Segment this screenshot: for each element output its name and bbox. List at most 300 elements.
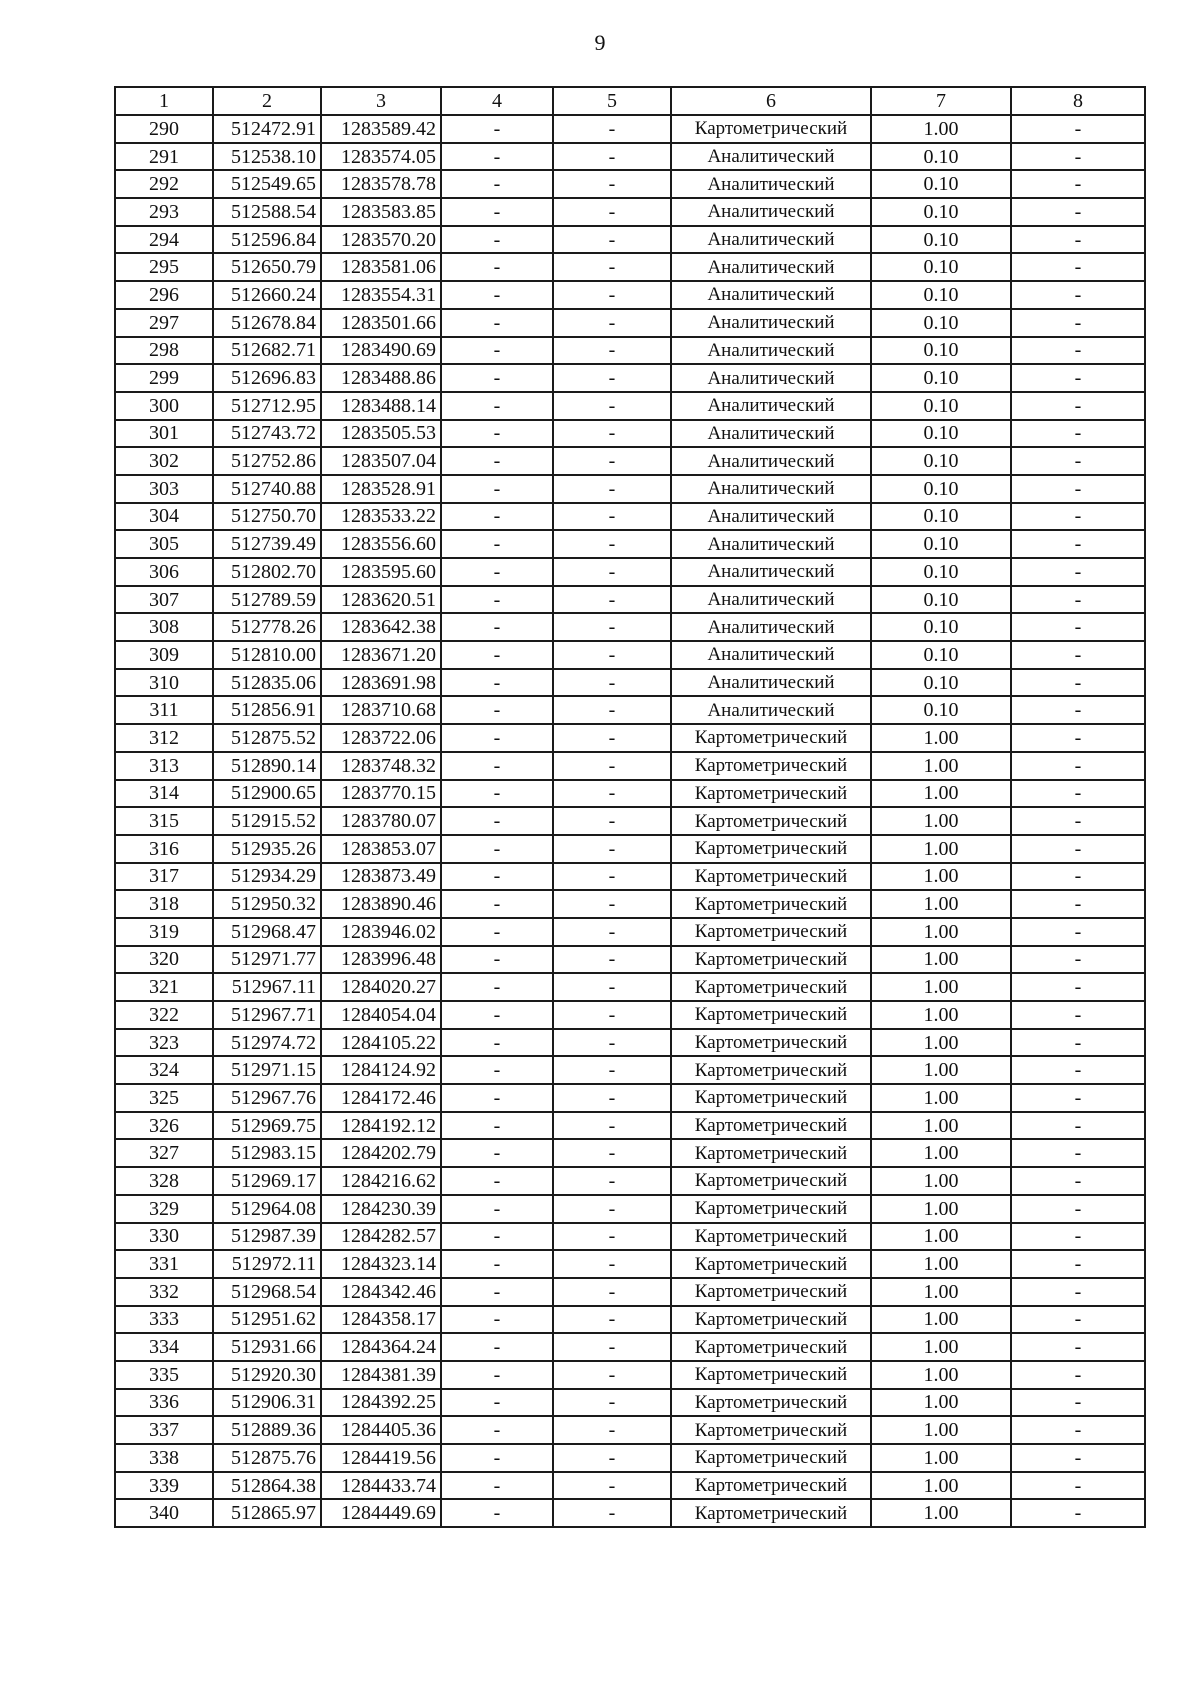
cell-col-8: - — [1011, 613, 1145, 641]
cell-col-4: - — [441, 170, 553, 198]
table-row — [115, 1167, 1145, 1195]
cell-point-number: 318 — [115, 890, 213, 918]
cell-method: Картометрический — [671, 890, 871, 918]
cell-col-8: - — [1011, 281, 1145, 309]
cell-coord-x: 512890.14 — [213, 752, 321, 780]
cell-point-number: 335 — [115, 1361, 213, 1389]
cell-col-4: - — [441, 1084, 553, 1112]
cell-col-8: - — [1011, 170, 1145, 198]
cell-method: Аналитический — [671, 253, 871, 281]
cell-coord-x: 512968.47 — [213, 918, 321, 946]
cell-coord-y: 1284202.79 — [321, 1139, 441, 1167]
cell-coord-x: 512900.65 — [213, 780, 321, 808]
cell-col-4: - — [441, 115, 553, 143]
cell-col-8: - — [1011, 309, 1145, 337]
cell-point-number: 330 — [115, 1223, 213, 1251]
cell-precision: 0.10 — [871, 696, 1011, 724]
cell-method: Картометрический — [671, 724, 871, 752]
cell-point-number: 303 — [115, 475, 213, 503]
cell-method: Аналитический — [671, 475, 871, 503]
cell-method: Картометрический — [671, 1499, 871, 1527]
cell-method: Картометрический — [671, 1056, 871, 1084]
cell-precision: 1.00 — [871, 835, 1011, 863]
cell-coord-x: 512889.36 — [213, 1416, 321, 1444]
table-row — [115, 170, 1145, 198]
cell-precision: 1.00 — [871, 1499, 1011, 1527]
column-header-2: 2 — [213, 87, 321, 115]
cell-precision: 0.10 — [871, 281, 1011, 309]
cell-col-8: - — [1011, 1167, 1145, 1195]
cell-precision: 1.00 — [871, 1333, 1011, 1361]
cell-col-4: - — [441, 1250, 553, 1278]
cell-coord-y: 1284105.22 — [321, 1029, 441, 1057]
cell-col-5: - — [553, 1056, 671, 1084]
cell-method: Аналитический — [671, 447, 871, 475]
cell-coord-x: 512712.95 — [213, 392, 321, 420]
cell-precision: 0.10 — [871, 198, 1011, 226]
cell-method: Аналитический — [671, 420, 871, 448]
table-row — [115, 1306, 1145, 1334]
cell-method: Аналитический — [671, 586, 871, 614]
table-row — [115, 1139, 1145, 1167]
cell-method: Аналитический — [671, 696, 871, 724]
cell-col-8: - — [1011, 1001, 1145, 1029]
cell-col-4: - — [441, 807, 553, 835]
cell-col-5: - — [553, 1084, 671, 1112]
table-row — [115, 558, 1145, 586]
cell-col-8: - — [1011, 1195, 1145, 1223]
cell-col-5: - — [553, 835, 671, 863]
cell-col-5: - — [553, 669, 671, 697]
table-row — [115, 807, 1145, 835]
cell-col-4: - — [441, 752, 553, 780]
cell-col-8: - — [1011, 392, 1145, 420]
cell-coord-y: 1283581.06 — [321, 253, 441, 281]
cell-precision: 0.10 — [871, 503, 1011, 531]
cell-coord-x: 512971.77 — [213, 946, 321, 974]
cell-precision: 1.00 — [871, 1223, 1011, 1251]
cell-col-4: - — [441, 1333, 553, 1361]
cell-method: Аналитический — [671, 669, 871, 697]
cell-coord-y: 1283748.32 — [321, 752, 441, 780]
cell-point-number: 320 — [115, 946, 213, 974]
cell-col-5: - — [553, 946, 671, 974]
cell-col-5: - — [553, 1333, 671, 1361]
cell-method: Картометрический — [671, 115, 871, 143]
cell-method: Картометрический — [671, 752, 871, 780]
cell-col-8: - — [1011, 1416, 1145, 1444]
cell-precision: 0.10 — [871, 309, 1011, 337]
cell-coord-x: 512682.71 — [213, 337, 321, 365]
cell-coord-y: 1283488.14 — [321, 392, 441, 420]
cell-coord-y: 1283574.05 — [321, 143, 441, 171]
cell-coord-y: 1283554.31 — [321, 281, 441, 309]
cell-coord-x: 512967.71 — [213, 1001, 321, 1029]
cell-method: Аналитический — [671, 226, 871, 254]
cell-col-4: - — [441, 918, 553, 946]
cell-point-number: 300 — [115, 392, 213, 420]
cell-col-8: - — [1011, 973, 1145, 1001]
cell-coord-y: 1283595.60 — [321, 558, 441, 586]
cell-precision: 1.00 — [871, 1139, 1011, 1167]
cell-col-5: - — [553, 447, 671, 475]
page-number: 9 — [594, 30, 606, 55]
cell-coord-x: 512835.06 — [213, 669, 321, 697]
cell-col-5: - — [553, 198, 671, 226]
cell-col-8: - — [1011, 807, 1145, 835]
cell-col-8: - — [1011, 1306, 1145, 1334]
cell-col-4: - — [441, 780, 553, 808]
cell-precision: 1.00 — [871, 1029, 1011, 1057]
table-row — [115, 1195, 1145, 1223]
cell-coord-x: 512740.88 — [213, 475, 321, 503]
cell-coord-y: 1284392.25 — [321, 1389, 441, 1417]
cell-point-number: 319 — [115, 918, 213, 946]
cell-coord-x: 512983.15 — [213, 1139, 321, 1167]
table-row — [115, 198, 1145, 226]
cell-col-8: - — [1011, 226, 1145, 254]
table-row — [115, 1223, 1145, 1251]
cell-coord-x: 512969.75 — [213, 1112, 321, 1140]
cell-coord-x: 512778.26 — [213, 613, 321, 641]
cell-col-4: - — [441, 337, 553, 365]
cell-col-8: - — [1011, 1333, 1145, 1361]
cell-method: Картометрический — [671, 1084, 871, 1112]
cell-coord-y: 1283691.98 — [321, 669, 441, 697]
cell-point-number: 338 — [115, 1444, 213, 1472]
cell-coord-x: 512915.52 — [213, 807, 321, 835]
coordinates-table — [114, 86, 1146, 1528]
cell-col-5: - — [553, 281, 671, 309]
cell-method: Картометрический — [671, 1029, 871, 1057]
table-row — [115, 447, 1145, 475]
cell-col-8: - — [1011, 641, 1145, 669]
cell-method: Картометрический — [671, 1389, 871, 1417]
cell-precision: 0.10 — [871, 143, 1011, 171]
cell-point-number: 313 — [115, 752, 213, 780]
cell-precision: 0.10 — [871, 364, 1011, 392]
cell-coord-y: 1283620.51 — [321, 586, 441, 614]
cell-coord-y: 1283488.86 — [321, 364, 441, 392]
column-header-8: 8 — [1011, 87, 1145, 115]
cell-point-number: 292 — [115, 170, 213, 198]
table-row — [115, 364, 1145, 392]
cell-col-5: - — [553, 780, 671, 808]
cell-col-8: - — [1011, 780, 1145, 808]
cell-col-4: - — [441, 835, 553, 863]
cell-method: Картометрический — [671, 1167, 871, 1195]
cell-col-4: - — [441, 1056, 553, 1084]
table-row — [115, 696, 1145, 724]
cell-coord-x: 512875.52 — [213, 724, 321, 752]
cell-col-4: - — [441, 1195, 553, 1223]
cell-col-8: - — [1011, 1029, 1145, 1057]
cell-method: Картометрический — [671, 1223, 871, 1251]
cell-col-5: - — [553, 170, 671, 198]
table-row — [115, 392, 1145, 420]
cell-col-5: - — [553, 558, 671, 586]
cell-point-number: 304 — [115, 503, 213, 531]
cell-point-number: 298 — [115, 337, 213, 365]
cell-point-number: 312 — [115, 724, 213, 752]
cell-method: Аналитический — [671, 309, 871, 337]
cell-method: Аналитический — [671, 613, 871, 641]
cell-precision: 1.00 — [871, 1001, 1011, 1029]
cell-coord-x: 512974.72 — [213, 1029, 321, 1057]
cell-col-8: - — [1011, 420, 1145, 448]
cell-coord-y: 1283996.48 — [321, 946, 441, 974]
cell-col-5: - — [553, 586, 671, 614]
cell-coord-y: 1284405.36 — [321, 1416, 441, 1444]
cell-col-8: - — [1011, 1084, 1145, 1112]
cell-method: Аналитический — [671, 364, 871, 392]
cell-precision: 1.00 — [871, 1389, 1011, 1417]
table-row — [115, 143, 1145, 171]
table-row — [115, 586, 1145, 614]
cell-method: Картометрический — [671, 1139, 871, 1167]
cell-col-5: - — [553, 1499, 671, 1527]
cell-point-number: 325 — [115, 1084, 213, 1112]
cell-method: Аналитический — [671, 558, 871, 586]
cell-method: Картометрический — [671, 863, 871, 891]
cell-precision: 0.10 — [871, 475, 1011, 503]
cell-coord-y: 1283507.04 — [321, 447, 441, 475]
cell-col-4: - — [441, 1112, 553, 1140]
cell-coord-y: 1284419.56 — [321, 1444, 441, 1472]
cell-coord-x: 512739.49 — [213, 530, 321, 558]
table-row — [115, 475, 1145, 503]
cell-coord-x: 512968.54 — [213, 1278, 321, 1306]
cell-col-8: - — [1011, 253, 1145, 281]
cell-coord-y: 1284358.17 — [321, 1306, 441, 1334]
cell-col-4: - — [441, 1389, 553, 1417]
cell-coord-y: 1283671.20 — [321, 641, 441, 669]
cell-coord-y: 1283642.38 — [321, 613, 441, 641]
cell-col-4: - — [441, 946, 553, 974]
cell-coord-x: 512856.91 — [213, 696, 321, 724]
cell-method: Картометрический — [671, 1444, 871, 1472]
cell-col-5: - — [553, 309, 671, 337]
cell-col-4: - — [441, 1029, 553, 1057]
cell-col-8: - — [1011, 1250, 1145, 1278]
table-row — [115, 1250, 1145, 1278]
cell-precision: 0.10 — [871, 226, 1011, 254]
cell-method: Аналитический — [671, 143, 871, 171]
cell-point-number: 299 — [115, 364, 213, 392]
cell-col-8: - — [1011, 1389, 1145, 1417]
cell-method: Аналитический — [671, 281, 871, 309]
cell-point-number: 294 — [115, 226, 213, 254]
table-row — [115, 503, 1145, 531]
cell-precision: 1.00 — [871, 115, 1011, 143]
cell-method: Картометрический — [671, 807, 871, 835]
cell-col-4: - — [441, 475, 553, 503]
cell-col-4: - — [441, 641, 553, 669]
cell-col-5: - — [553, 918, 671, 946]
cell-col-5: - — [553, 1029, 671, 1057]
cell-col-5: - — [553, 1278, 671, 1306]
cell-coord-x: 512660.24 — [213, 281, 321, 309]
cell-coord-y: 1283890.46 — [321, 890, 441, 918]
cell-coord-y: 1283533.22 — [321, 503, 441, 531]
cell-precision: 1.00 — [871, 973, 1011, 1001]
cell-col-4: - — [441, 669, 553, 697]
cell-col-4: - — [441, 1278, 553, 1306]
cell-col-8: - — [1011, 115, 1145, 143]
table-row — [115, 1333, 1145, 1361]
cell-col-4: - — [441, 1139, 553, 1167]
cell-col-5: - — [553, 392, 671, 420]
cell-col-5: - — [553, 1167, 671, 1195]
cell-col-4: - — [441, 1416, 553, 1444]
cell-precision: 1.00 — [871, 890, 1011, 918]
cell-coord-y: 1283710.68 — [321, 696, 441, 724]
column-header-7: 7 — [871, 87, 1011, 115]
cell-point-number: 323 — [115, 1029, 213, 1057]
cell-coord-y: 1283570.20 — [321, 226, 441, 254]
cell-col-5: - — [553, 1361, 671, 1389]
cell-col-5: - — [553, 1001, 671, 1029]
cell-col-5: - — [553, 613, 671, 641]
cell-coord-y: 1284020.27 — [321, 973, 441, 1001]
cell-coord-y: 1283853.07 — [321, 835, 441, 863]
cell-col-4: - — [441, 253, 553, 281]
cell-method: Аналитический — [671, 337, 871, 365]
cell-col-5: - — [553, 1306, 671, 1334]
cell-point-number: 315 — [115, 807, 213, 835]
cell-coord-x: 512802.70 — [213, 558, 321, 586]
cell-col-4: - — [441, 613, 553, 641]
cell-point-number: 329 — [115, 1195, 213, 1223]
cell-method: Картометрический — [671, 835, 871, 863]
table-row — [115, 752, 1145, 780]
cell-col-4: - — [441, 1306, 553, 1334]
cell-coord-y: 1283770.15 — [321, 780, 441, 808]
cell-method: Аналитический — [671, 530, 871, 558]
cell-col-4: - — [441, 447, 553, 475]
cell-coord-y: 1283578.78 — [321, 170, 441, 198]
cell-point-number: 293 — [115, 198, 213, 226]
cell-col-4: - — [441, 1444, 553, 1472]
cell-col-8: - — [1011, 198, 1145, 226]
cell-col-8: - — [1011, 1056, 1145, 1084]
cell-coord-x: 512789.59 — [213, 586, 321, 614]
cell-col-5: - — [553, 337, 671, 365]
cell-col-8: - — [1011, 1139, 1145, 1167]
cell-precision: 1.00 — [871, 1416, 1011, 1444]
table-row — [115, 1056, 1145, 1084]
cell-col-8: - — [1011, 586, 1145, 614]
cell-col-4: - — [441, 863, 553, 891]
cell-coord-y: 1283722.06 — [321, 724, 441, 752]
table-row — [115, 1001, 1145, 1029]
cell-col-8: - — [1011, 1444, 1145, 1472]
cell-point-number: 306 — [115, 558, 213, 586]
cell-col-8: - — [1011, 447, 1145, 475]
table-row — [115, 226, 1145, 254]
cell-col-4: - — [441, 530, 553, 558]
cell-point-number: 321 — [115, 973, 213, 1001]
cell-method: Картометрический — [671, 1472, 871, 1500]
cell-col-5: - — [553, 890, 671, 918]
cell-coord-x: 512920.30 — [213, 1361, 321, 1389]
column-header-4: 4 — [441, 87, 553, 115]
table-row — [115, 1112, 1145, 1140]
cell-precision: 0.10 — [871, 447, 1011, 475]
cell-col-8: - — [1011, 1361, 1145, 1389]
cell-col-8: - — [1011, 669, 1145, 697]
cell-col-5: - — [553, 1472, 671, 1500]
table-row — [115, 918, 1145, 946]
cell-coord-x: 512810.00 — [213, 641, 321, 669]
table-row — [115, 1029, 1145, 1057]
cell-precision: 1.00 — [871, 1250, 1011, 1278]
cell-col-8: - — [1011, 918, 1145, 946]
cell-precision: 1.00 — [871, 1167, 1011, 1195]
cell-coord-x: 512931.66 — [213, 1333, 321, 1361]
cell-coord-x: 512934.29 — [213, 863, 321, 891]
table-header-row — [115, 87, 1145, 115]
cell-col-4: - — [441, 198, 553, 226]
cell-col-5: - — [553, 752, 671, 780]
cell-coord-x: 512864.38 — [213, 1472, 321, 1500]
cell-point-number: 316 — [115, 835, 213, 863]
cell-col-4: - — [441, 143, 553, 171]
cell-col-5: - — [553, 503, 671, 531]
cell-method: Картометрический — [671, 780, 871, 808]
cell-precision: 1.00 — [871, 1306, 1011, 1334]
cell-coord-x: 512678.84 — [213, 309, 321, 337]
cell-precision: 0.10 — [871, 586, 1011, 614]
cell-col-5: - — [553, 226, 671, 254]
cell-coord-x: 512743.72 — [213, 420, 321, 448]
column-header-3: 3 — [321, 87, 441, 115]
cell-point-number: 332 — [115, 1278, 213, 1306]
cell-col-4: - — [441, 1472, 553, 1500]
cell-col-8: - — [1011, 835, 1145, 863]
cell-point-number: 307 — [115, 586, 213, 614]
cell-coord-y: 1283583.85 — [321, 198, 441, 226]
cell-coord-x: 512967.11 — [213, 973, 321, 1001]
cell-coord-y: 1283528.91 — [321, 475, 441, 503]
table-row — [115, 1389, 1145, 1417]
cell-method: Картометрический — [671, 1306, 871, 1334]
cell-point-number: 322 — [115, 1001, 213, 1029]
cell-col-8: - — [1011, 364, 1145, 392]
cell-coord-x: 512588.54 — [213, 198, 321, 226]
cell-col-5: - — [553, 1389, 671, 1417]
cell-precision: 0.10 — [871, 613, 1011, 641]
cell-precision: 1.00 — [871, 1472, 1011, 1500]
cell-point-number: 311 — [115, 696, 213, 724]
cell-coord-x: 512650.79 — [213, 253, 321, 281]
cell-col-8: - — [1011, 863, 1145, 891]
table-row — [115, 337, 1145, 365]
cell-precision: 1.00 — [871, 1112, 1011, 1140]
column-header-1: 1 — [115, 87, 213, 115]
cell-col-4: - — [441, 890, 553, 918]
cell-precision: 0.10 — [871, 669, 1011, 697]
cell-col-8: - — [1011, 475, 1145, 503]
table-row — [115, 1416, 1145, 1444]
cell-coord-y: 1284433.74 — [321, 1472, 441, 1500]
cell-precision: 1.00 — [871, 863, 1011, 891]
cell-point-number: 340 — [115, 1499, 213, 1527]
cell-precision: 1.00 — [871, 1195, 1011, 1223]
cell-col-5: - — [553, 1444, 671, 1472]
cell-precision: 0.10 — [871, 337, 1011, 365]
cell-coord-y: 1284282.57 — [321, 1223, 441, 1251]
